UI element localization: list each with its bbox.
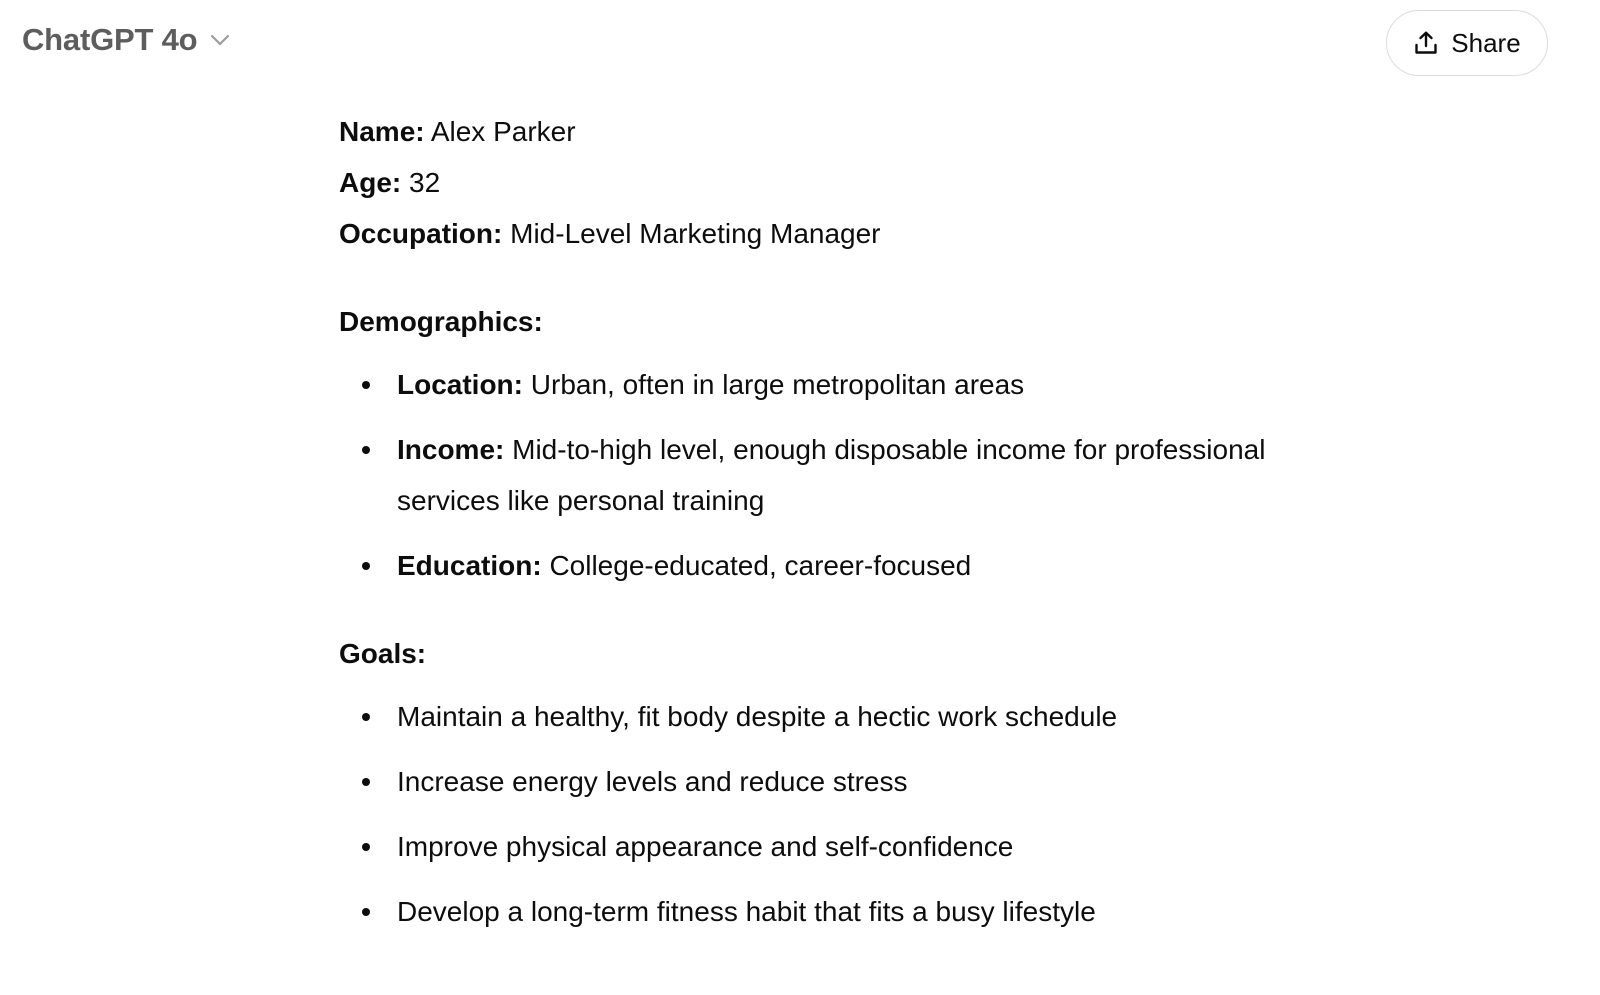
assistant-message [339, 106, 1349, 937]
profile-name [339, 106, 1349, 157]
item-text: Urban, often in large metropolitan areas [523, 369, 1025, 400]
item-label: Location: [397, 369, 523, 400]
share-label: Share [1451, 27, 1521, 58]
model-switcher-button[interactable] [22, 22, 231, 58]
name-label: Name: [339, 116, 425, 147]
demographics-heading: Demographics: [339, 306, 543, 337]
list-item: Increase energy levels and reduce stress [339, 756, 1349, 807]
profile-occupation [339, 208, 1349, 259]
item-text: Mid-to-high level, enough disposable income for professional services like personal training [397, 434, 1266, 516]
model-title: ChatGPT 4o [22, 22, 198, 57]
list-item [339, 540, 1349, 591]
share-button[interactable] [1386, 10, 1548, 76]
age-value: 32 [401, 167, 441, 198]
profile-age [339, 157, 1349, 208]
demographics-list [339, 359, 1349, 591]
age-label: Age: [339, 167, 402, 198]
top-bar [0, 0, 1600, 90]
item-label: Education: [397, 550, 542, 581]
list-item: Maintain a healthy, fit body despite a hectic work schedule [339, 691, 1349, 742]
goals-list [339, 691, 1349, 937]
item-text: College-educated, career-focused [541, 550, 972, 581]
occupation-value: Mid-Level Marketing Manager [502, 218, 881, 249]
item-label: Income: [397, 434, 505, 465]
list-item: Improve physical appearance and self-confidence [339, 821, 1349, 872]
goals-heading: Goals: [339, 638, 427, 669]
list-item [339, 359, 1349, 410]
list-item [339, 424, 1349, 526]
occupation-label: Occupation: [339, 218, 503, 249]
list-item: Develop a long-term fitness habit that fits a busy lifestyle [339, 886, 1349, 937]
name-value: Alex Parker [424, 116, 576, 147]
chevron-down-icon [209, 33, 231, 47]
share-icon [1413, 30, 1439, 56]
